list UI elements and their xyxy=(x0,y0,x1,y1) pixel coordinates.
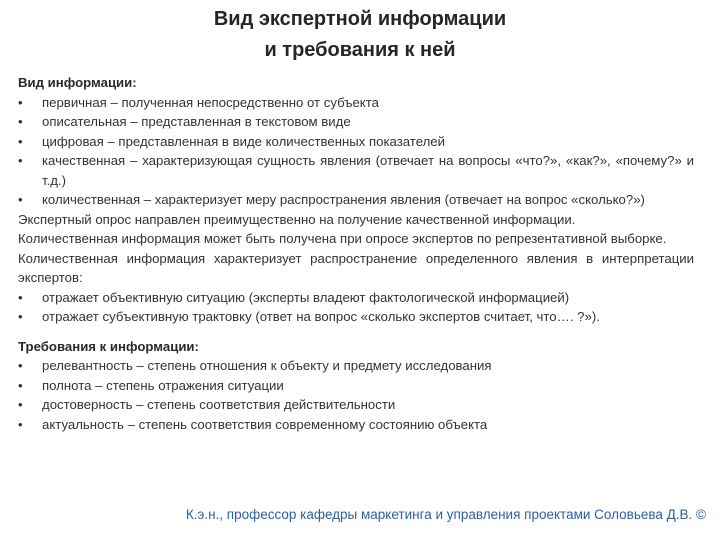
list-item: • цифровая – представленная в виде количественных показателей xyxy=(18,132,694,152)
list-item: • полнота – степень отражения ситуации xyxy=(18,376,694,396)
section-gap xyxy=(18,327,694,337)
list-item: • отражает объективную ситуацию (эксперты владеют фактологической информацией) xyxy=(18,288,694,308)
quantitative-info-list xyxy=(18,288,694,327)
list-item: • достоверность – степень соответствия действительности xyxy=(18,395,694,415)
list-item: • отражает субъективную трактовку (ответ на вопрос «сколько экспертов считает, что…. ?»). xyxy=(18,307,694,327)
list-item: • первичная – полученная непосредственно от субъекта xyxy=(18,93,694,113)
title-line-2: и требования к ней xyxy=(264,39,456,61)
requirements-heading: Требования к информации: xyxy=(18,338,199,354)
info-types-heading: Вид информации: xyxy=(18,75,137,90)
list-item: • количественная – характеризует меру распространения явления (отвечает на вопрос «сколько?») xyxy=(18,190,694,210)
list-item: • качественная – характеризующая сущность явления (отвечает на вопросы «что?», «как?», «почему?» и т.д.) xyxy=(18,151,694,190)
author-footer: К.э.н., профессор кафедры маркетинга и управления проектами Соловьева Д.В. © xyxy=(185,507,706,522)
title-line-1: Вид экспертной информации xyxy=(213,8,507,30)
paragraph: Экспертный опрос направлен преимущественно на получение качественной информации. xyxy=(18,211,576,227)
list-item: • релевантность – степень отношения к объекту и предмету исследования xyxy=(18,356,694,376)
slide-content xyxy=(18,73,694,434)
list-item: • актуальность – степень соответствия современному состоянию объекта xyxy=(18,415,694,435)
paragraph: Количественная информация характеризует распространение определенного явления в интерпретации экспертов: xyxy=(18,250,694,285)
list-item: • описательная – представленная в текстовом виде xyxy=(18,112,694,132)
requirements-list xyxy=(18,356,694,434)
slide-title xyxy=(0,4,720,66)
paragraph: Количественная информация может быть получена при опросе экспертов по репрезентативной выборке. xyxy=(18,231,667,246)
info-types-list xyxy=(18,93,694,210)
